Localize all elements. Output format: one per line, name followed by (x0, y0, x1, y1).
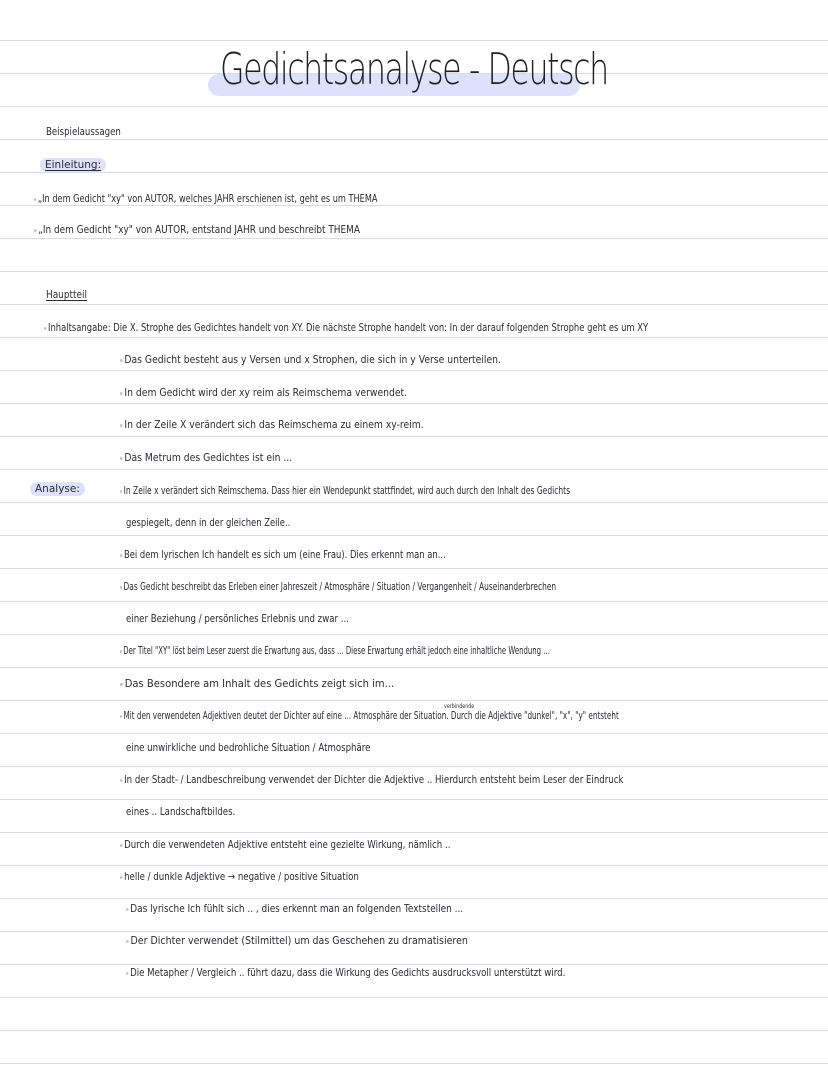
analyse-item-7: Durch die verwendeten Adjektive entsteht eine gezielte Wirkung, nämlich .. (120, 838, 450, 852)
bullet-icon (126, 940, 129, 943)
bullet-icon (120, 424, 123, 427)
analyse-label: Analyse: (30, 482, 85, 496)
analyse-first-line: In Zeile x verändert sich Reimschema. Dass hier ein Wendepunkt stattfindet, wird auch durch den Inhalt des Gedichts (120, 484, 570, 498)
bullet-icon (126, 908, 129, 911)
analyse-item-6-cont: eines .. Landschaftbildes. (126, 806, 236, 818)
bullet-icon (120, 490, 122, 493)
bullet-icon (120, 457, 123, 460)
hauptteil-heading: Hauptteil (46, 289, 87, 301)
einleitung-label: Einleitung: (40, 158, 106, 172)
analyse-item-11: Die Metapher / Vergleich .. führt dazu, dass die Wirkung des Gedichts ausdrucksvoll unterstützt wird. (126, 966, 565, 980)
bullet-icon (120, 392, 123, 395)
inhalt-item-1: Das Gedicht besteht aus y Versen und x Strophen, die sich in y Verse unterteilen. (120, 353, 501, 367)
analyse-item-10: Der Dichter verwendet (Stilmittel) um das Geschehen zu dramatisieren (126, 934, 468, 948)
bullet-icon (120, 779, 122, 782)
bullet-icon (120, 359, 123, 362)
inhaltsangabe-label: Inhaltsangabe: (48, 322, 111, 334)
analyse-heading (30, 482, 85, 496)
bullet-icon (120, 683, 123, 686)
analyse-item-2-cont: einer Beziehung / persönliches Erlebnis und zwar ... (126, 613, 350, 625)
bullet-icon (120, 554, 122, 557)
einleitung-heading (40, 158, 106, 172)
small-note: verbindende (444, 703, 475, 710)
bullet-icon (34, 229, 37, 232)
page-title: Gedichtsanalyse - Deutsch (220, 44, 608, 95)
analyse-item-2: Das Gedicht beschreibt das Erleben einer Jahreszeit / Atmosphäre / Situation / Vergangenheit / Auseinanderbrechen (120, 580, 556, 594)
analyse-item-1: Bei dem lyrischen Ich handelt es sich um (eine Frau). Dies erkennt man an... (120, 548, 446, 562)
analyse-item-6: In der Stadt- / Landbeschreibung verwendet der Dichter die Adjektive .. Hierdurch entsteht beim Leser der Eindruck (120, 773, 623, 787)
inhalt-item-2: In dem Gedicht wird der xy reim als Reimschema verwendet. (120, 386, 407, 400)
analyse-item-3: Der Titel "XY" löst beim Leser zuerst die Erwartung aus, dass ... Diese Erwartung erhält jedoch eine inhaltliche Wendung ... (120, 644, 550, 658)
analyse-item-5: Mit den verwendeten Adjektiven deutet der Dichter auf eine ... Atmosphäre der Situation. Durch die Adjektive "dunkel", "x", "y" entsteht (120, 709, 619, 723)
einleitung-item-1: „In dem Gedicht "xy" von AUTOR, welches JAHR erschienen ist, geht es um THEMA (34, 192, 378, 206)
bullet-icon (120, 844, 122, 847)
inhaltsangabe-text: Die X. Strophe des Gedichtes handelt von XY. Die nächste Strophe handelt von: In der darauf folgenden Strophe geht es um XY (113, 322, 649, 334)
bullet-icon (34, 198, 36, 201)
analyse-first-line-cont: gespiegelt, denn in der gleichen Zeile.. (126, 517, 291, 529)
page-header (0, 44, 828, 124)
bullet-icon (44, 327, 46, 330)
bullet-icon (120, 586, 122, 589)
einleitung-item-2: „In dem Gedicht "xy" von AUTOR, entstand JAHR und beschreibt THEMA (34, 223, 360, 237)
inhaltsangabe-row (44, 321, 648, 335)
analyse-item-8: helle / dunkle Adjektive → negative / positive Situation (120, 870, 359, 884)
bullet-icon (126, 972, 128, 975)
bullet-icon (120, 650, 122, 653)
subtitle: Beispielaussagen (46, 126, 121, 138)
analyse-item-5-cont: eine unwirkliche und bedrohliche Situation / Atmosphäre (126, 742, 371, 754)
bullet-icon (120, 876, 122, 879)
inhalt-item-4: Das Metrum des Gedichtes ist ein ... (120, 451, 292, 465)
analyse-item-9: Das lyrische Ich fühlt sich .. , dies erkennt man an folgenden Textstellen ... (126, 902, 463, 916)
analyse-item-4: Das Besondere am Inhalt des Gedichts zeigt sich im... (120, 677, 394, 691)
inhalt-item-3: In der Zeile X verändert sich das Reimschema zu einem xy-reim. (120, 418, 424, 432)
bullet-icon (120, 715, 122, 718)
